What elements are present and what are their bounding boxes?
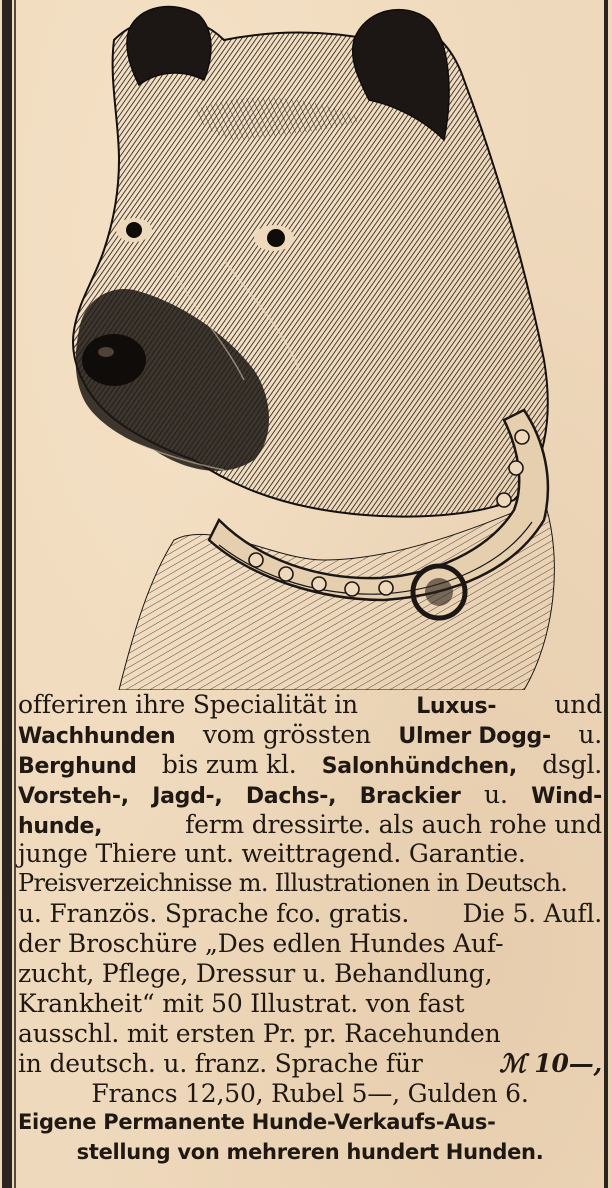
ad-text-segment: vom grössten [202,719,371,749]
ad-line [18,720,602,750]
ad-text-segment: Die 5. Aufl. [462,899,602,929]
ad-bold-text: Wachhunden [18,723,176,749]
ad-bold-text: Vorsteh-, [18,783,129,809]
ad-line [18,1019,602,1049]
ad-line [18,1108,602,1138]
ad-text-segment: in deutsch. u. franz. Sprache für [18,1048,423,1078]
ad-line [18,1079,602,1109]
ad-text-segment: und [554,690,602,719]
ad-text-segment: Preisverzeichnisse m. Illustrationen in Deutsch. [18,869,568,898]
ad-text-segment: zucht, Pflege, Dressur u. Behandlung, [18,959,493,989]
ad-bold-text: Ulmer Dogg- [398,723,551,749]
dog-head-illustration [24,0,598,690]
ad-bold-text: Salonhündchen, [321,753,517,779]
ad-bold-text: Berghund [18,753,137,779]
ad-bold-text: hunde, [18,813,103,839]
dog-eye-right [254,225,294,251]
ad-text-segment: bis zum kl. [161,749,297,779]
dog-nose [82,334,146,386]
left-column-rule-thin [14,0,16,1188]
ad-line [18,929,602,959]
ad-line [18,750,602,780]
ad-text-segment: offeriren ihre Specialität in [18,690,358,719]
ad-line [18,810,602,840]
ad-text-segment: ferm dressirte. als auch rohe und [185,809,602,839]
ad-text-segment: u. [578,719,602,749]
ad-bold-text: Brackier [359,783,461,809]
ad-line [18,690,602,720]
ad-line [18,989,602,1019]
ad-text-segment: ausschl. mit ersten Pr. pr. Racehunden [18,1018,501,1048]
ad-bold-text: Wind- [531,783,602,809]
dog-eye-left [116,218,152,242]
left-column-rule [2,0,12,1188]
ad-text-segment: dsgl. [542,749,602,779]
ad-text-segment: u. Französ. Sprache fco. gratis. [18,899,410,929]
ad-text-segment: Krankheit“ mit 50 Illustrat. von fast [18,988,465,1018]
ad-text-segment: Francs 12,50, Rubel 5—, Gulden 6. [91,1078,529,1108]
ad-text-segment: junge Thiere unt. weittragend. Garantie. [18,839,526,869]
ad-bold-text: stellung von mehreren hundert Hunden. [76,1140,544,1165]
right-column-rule [604,0,608,1188]
ad-text-segment: u. [484,779,508,809]
ad-bold-text: Jagd-, [152,783,223,809]
ad-line [18,1138,602,1168]
ad-text-segment: ℳ 10—, [499,1048,602,1078]
ad-line [18,780,602,810]
ad-line [18,899,602,929]
ad-text-segment: der Broschüre „Des edlen Hundes Auf- [18,929,504,959]
ad-line [18,869,602,899]
ad-bold-text: Dachs-, [245,783,337,809]
advertisement-text [18,690,602,1168]
ad-line [18,1049,602,1079]
ad-bold-text: Luxus- [416,694,497,719]
ad-line [18,959,602,989]
dog-ear-left [127,7,211,85]
ad-bold-text: Eigene Permanente Hunde-Verkaufs-Aus- [18,1110,496,1135]
ad-line [18,839,602,869]
